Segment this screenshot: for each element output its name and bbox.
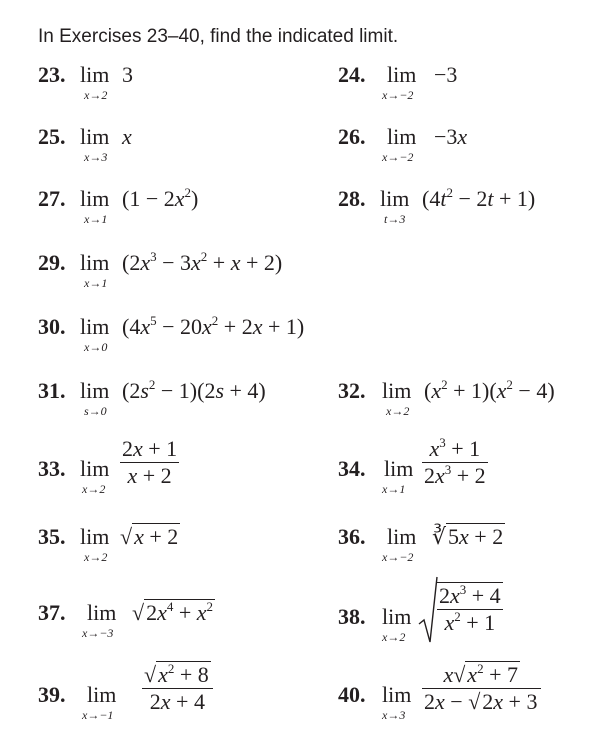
limit-expression: $(4x^5 - 20x^2 + 2x + 1)$ — [122, 313, 305, 339]
limit-operator: lim — [80, 524, 110, 549]
limit-operator: lim — [387, 524, 417, 549]
square-root-sign — [418, 576, 438, 644]
limit-subscript: x→−2 — [382, 88, 414, 102]
limit-fraction: 2x + 1 x + 2 — [122, 436, 178, 488]
limit-operator: lim — [382, 682, 412, 707]
exercise-number: 28. — [338, 186, 366, 211]
limit-operator: lim — [80, 62, 110, 87]
limit-fraction: $2x^3 + 4$ $x^2 + 1$ — [439, 582, 501, 635]
limit-subscript: x→1 — [382, 482, 406, 496]
exercise-number: 24. — [338, 62, 366, 87]
limit-operator: lim — [387, 124, 417, 149]
exercise-number: 30. — [38, 314, 66, 339]
limit-subscript: t→3 — [384, 212, 406, 226]
limit-fraction: $x√x^2 + 7$ 2x − √2x + 3 — [422, 662, 541, 715]
limit-operator: lim — [80, 250, 110, 275]
limit-expression: −3 — [434, 62, 458, 87]
limit-subscript: x→2 — [84, 550, 108, 564]
limit-operator: lim — [384, 456, 414, 481]
limit-operator: lim — [387, 62, 417, 87]
limit-subscript: x→3 — [84, 150, 108, 164]
exercise-number: 34. — [338, 456, 366, 481]
exercise-number: 23. — [38, 62, 66, 87]
limit-subscript: x→3 — [382, 708, 406, 722]
limit-operator: lim — [80, 456, 110, 481]
exercise-number: 31. — [38, 378, 66, 403]
limit-operator: lim — [80, 124, 110, 149]
limit-operator: lim — [80, 378, 110, 403]
limit-subscript: s→0 — [84, 404, 107, 418]
limit-expression: $(2s^2 - 1)(2s + 4)$ — [122, 377, 266, 403]
limit-expression: √x + 2 — [120, 524, 179, 549]
limit-operator: lim — [382, 604, 412, 629]
limit-fraction: $√x^2 + 8$ 2x + 4 — [142, 662, 213, 715]
limit-subscript: x→1 — [84, 212, 108, 226]
limit-subscript: x→2 — [382, 630, 406, 644]
limit-expression: 3 — [122, 62, 133, 87]
limit-expression: x — [122, 124, 132, 149]
exercise-number: 26. — [338, 124, 366, 149]
exercise-number: 29. — [38, 250, 66, 275]
limit-expression: −3x — [434, 124, 468, 149]
limit-expression: $(x^2 + 1)(x^2 - 4)$ — [424, 377, 555, 403]
exercise-number: 33. — [38, 456, 66, 481]
limit-expression: $(2x^3 - 3x^2 + x + 2)$ — [122, 249, 283, 275]
limit-subscript: x→0 — [84, 340, 108, 354]
limit-subscript: x→−2 — [382, 150, 414, 164]
limit-expression: ∛5x + 2 — [432, 524, 504, 549]
limit-operator: lim — [80, 314, 110, 339]
limit-subscript: x→2 — [386, 404, 410, 418]
limit-subscript: x→1 — [84, 276, 108, 290]
limit-operator: lim — [87, 600, 117, 625]
exercise-number: 32. — [338, 378, 366, 403]
limit-operator: lim — [380, 186, 410, 211]
exercise-number: 25. — [38, 124, 66, 149]
limit-operator: lim — [80, 186, 110, 211]
limit-operator: lim — [382, 378, 412, 403]
exercise-number: 39. — [38, 682, 66, 707]
limit-expression: $√2x^4 + x^2$ — [132, 599, 214, 625]
exercise-number: 35. — [38, 524, 66, 549]
limit-subscript: x→2 — [82, 482, 106, 496]
exercise-number: 38. — [338, 604, 366, 629]
exercise-number: 36. — [338, 524, 366, 549]
exercise-number: 37. — [38, 600, 66, 625]
limit-expression: $(1 - 2x^2)$ — [122, 185, 199, 211]
limit-subscript: x→−3 — [82, 626, 114, 640]
limit-subscript: x→−2 — [382, 550, 414, 564]
limit-operator: lim — [87, 682, 117, 707]
limit-fraction: $x^3 + 1$ $2x^3 + 2$ — [424, 435, 486, 488]
exercise-heading: In Exercises 23–40, find the indicated limit. — [38, 26, 399, 47]
limit-subscript: x→2 — [84, 88, 108, 102]
limit-expression: $(4t^2 - 2t + 1)$ — [422, 185, 536, 211]
exercise-number: 40. — [338, 682, 366, 707]
exercise-number: 27. — [38, 186, 66, 211]
limit-subscript: x→−1 — [82, 708, 114, 722]
